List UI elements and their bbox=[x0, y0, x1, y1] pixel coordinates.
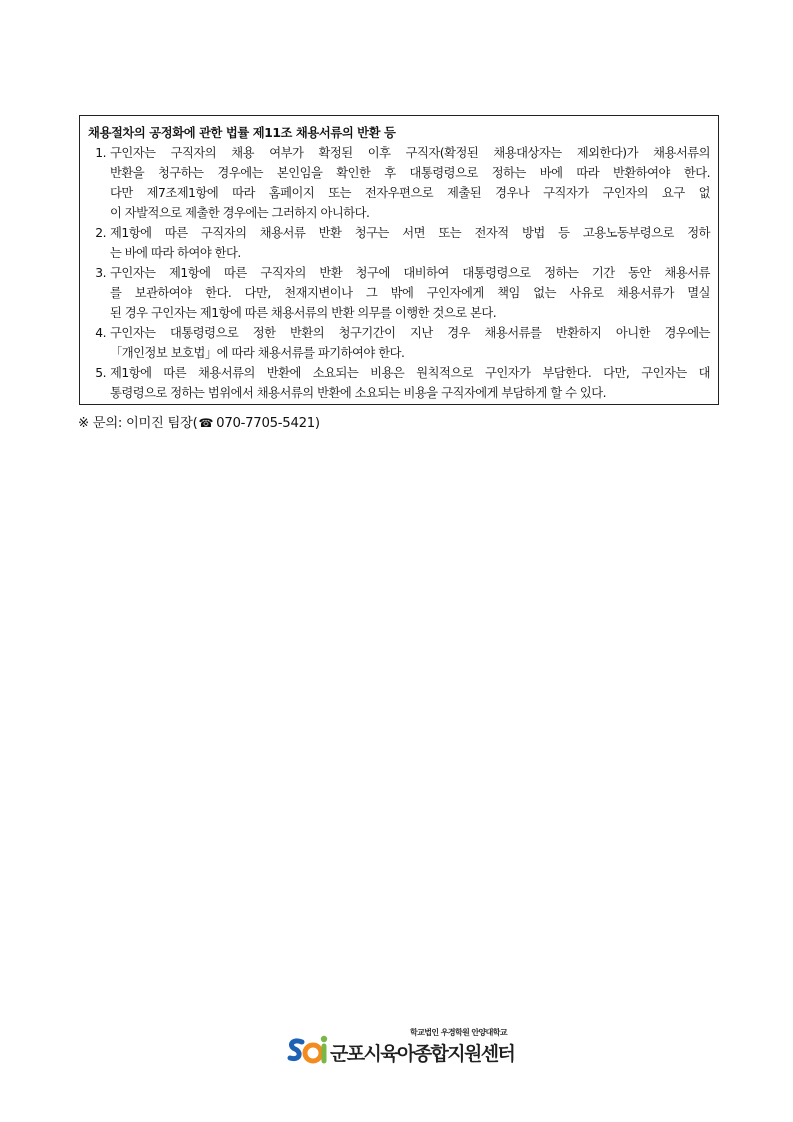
law-item-line: 「개인정보 보호법」에 따라 채용서류를 파기하여야 한다. bbox=[110, 346, 405, 360]
law-item-number: 1. bbox=[95, 146, 106, 160]
law-item-number: 5. bbox=[95, 366, 106, 380]
law-item bbox=[88, 363, 710, 403]
law-item-line: 는 바에 따라 하여야 한다. bbox=[110, 246, 241, 260]
center-logo-icon bbox=[286, 1034, 332, 1066]
law-item-line: 구인자는 대통령령으로 정한 반환의 청구기간이 지난 경우 채용서류를 반환하지 아니한 경우에는 bbox=[110, 326, 710, 340]
law-item-line: 통령령으로 정하는 범위에서 채용서류의 반환에 소요되는 비용을 구직자에게 부담하게 할 수 있다. bbox=[110, 386, 607, 400]
law-item-text bbox=[110, 323, 710, 363]
law-item-line: 제1항에 따른 구직자의 채용서류 반환 청구는 서면 또는 전자적 방법 등 고용노동부령으로 정하 bbox=[110, 226, 710, 240]
logo-subtitle: 학교법인 우경학원 안양대학교 bbox=[410, 1028, 508, 1037]
law-item-line: 이 자발적으로 제출한 경우에는 그러하지 아니하다. bbox=[110, 206, 370, 220]
logo-center-name: 군포시육아종합지원센터 bbox=[330, 1043, 515, 1065]
law-excerpt-box bbox=[79, 115, 719, 405]
law-item bbox=[88, 223, 710, 263]
law-item-line: 구인자는 제1항에 따른 구직자의 반환 청구에 대비하여 대통령령으로 정하는 기간 동안 채용서류 bbox=[110, 266, 710, 280]
law-item-line: 를 보관하여야 한다. 다만, 천재지변이나 그 밖에 구인자에게 책임 없는 사유로 채용서류가 멸실 bbox=[110, 286, 710, 300]
law-title: 채용절차의 공정화에 관한 법률 제11조 채용서류의 반환 등 bbox=[88, 126, 396, 140]
law-item bbox=[88, 263, 710, 323]
law-item-text bbox=[110, 143, 710, 223]
law-item-number: 3. bbox=[95, 266, 106, 280]
law-item-line: 구인자는 구직자의 채용 여부가 확정된 이후 구직자(확정된 채용대상자는 제외한다)가 채용서류의 bbox=[110, 146, 710, 160]
law-item bbox=[88, 323, 710, 363]
law-item-line: 된 경우 구인자는 제1항에 따른 채용서류의 반환 의무를 이행한 것으로 본다. bbox=[110, 306, 497, 320]
law-item-number: 2. bbox=[95, 226, 106, 240]
law-item-line: 반환을 청구하는 경우에는 본인임을 확인한 후 대통령령으로 정하는 바에 따라 반환하여야 한다. bbox=[110, 166, 710, 180]
law-item-line: 다만 제7조제1항에 따라 홈페이지 또는 전자우편으로 제출된 경우나 구직자가 구인자의 요구 없 bbox=[110, 186, 710, 200]
contact-line bbox=[78, 413, 320, 434]
law-item bbox=[88, 143, 710, 223]
law-item-text bbox=[110, 223, 710, 263]
law-item-line: 제1항에 따른 채용서류의 반환에 소요되는 비용은 원칙적으로 구인자가 부담한다. 다만, 구인자는 대 bbox=[110, 366, 710, 380]
contact-prefix: ※ 문의: 이미진 팀장( bbox=[78, 416, 198, 431]
contact-phone: 070-7705-5421) bbox=[216, 416, 320, 431]
footer-logo bbox=[286, 1027, 515, 1067]
law-item-text bbox=[110, 263, 710, 323]
law-item-list bbox=[88, 143, 710, 403]
law-item-text bbox=[110, 363, 710, 403]
phone-icon: ☎ bbox=[198, 416, 214, 430]
law-item-number: 4. bbox=[95, 326, 106, 340]
